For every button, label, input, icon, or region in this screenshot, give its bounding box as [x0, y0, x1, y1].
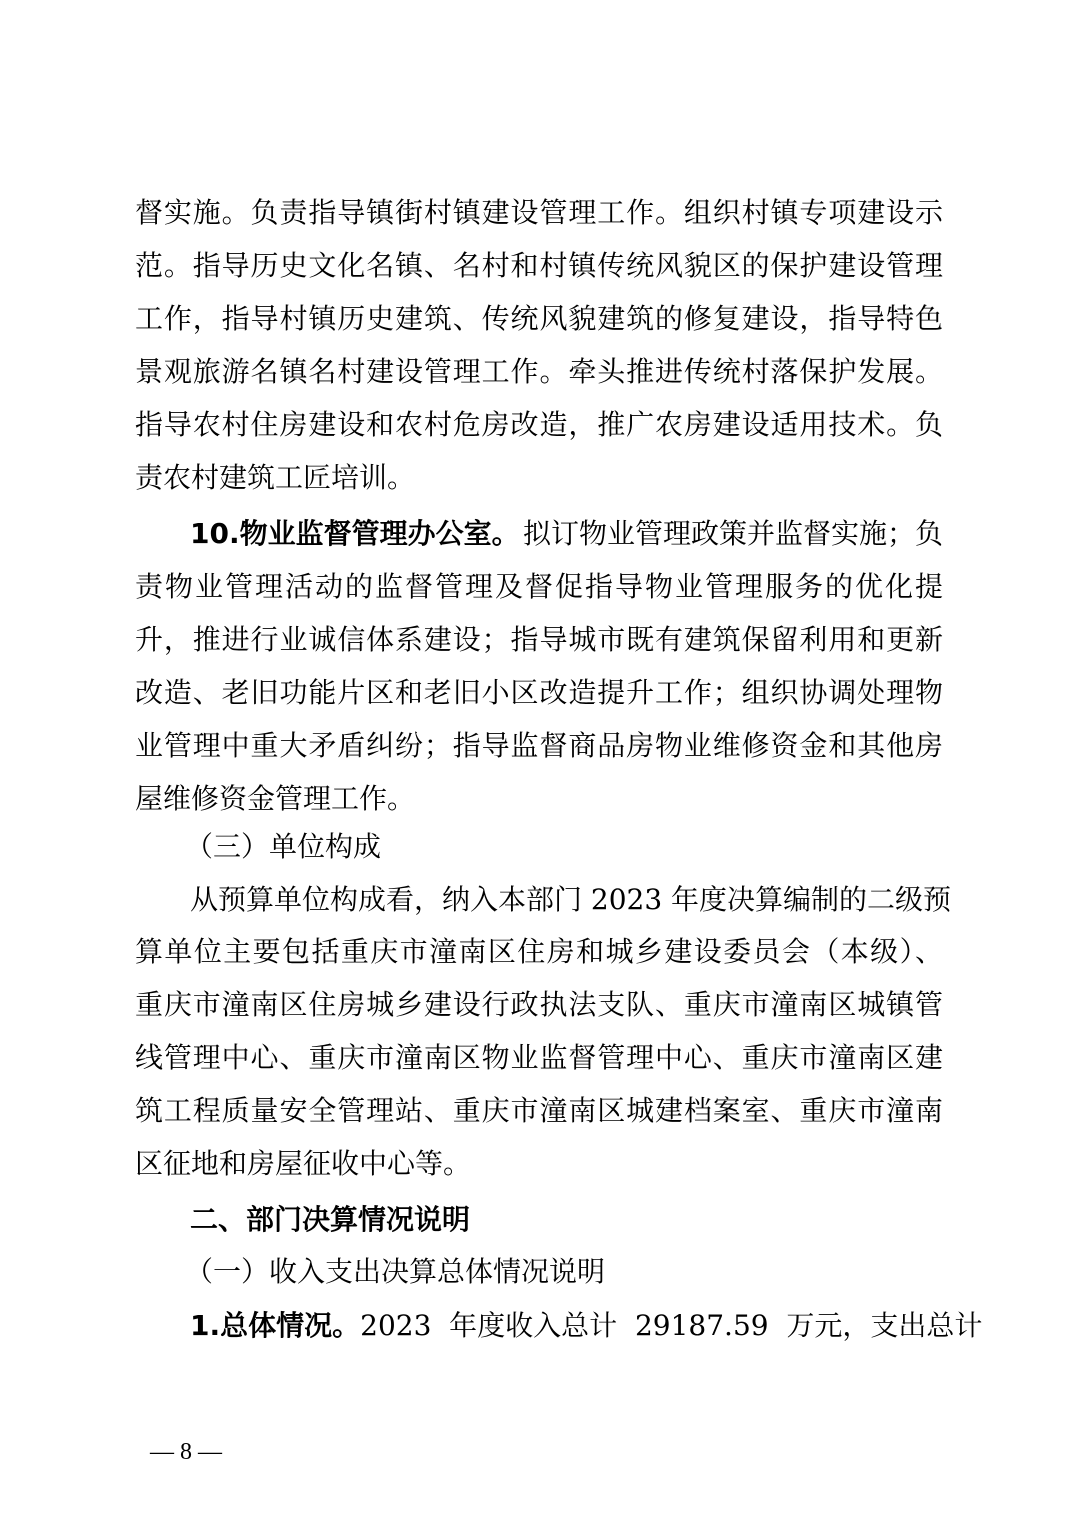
body-text-line: 线管理中心、重庆市潼南区物业监督管理中心、重庆市潼南区建 [135, 1041, 943, 1074]
body-text-line: 改造、老旧功能片区和老旧小区改造提升工作；组织协调处理物 [135, 676, 943, 709]
body-text-line: 督实施。负责指导镇街村镇建设管理工作。组织村镇专项建设示 [135, 196, 943, 229]
body-text-line: 景观旅游名镇名村建设管理工作。牵头推进传统村落保护发展。 [135, 355, 943, 388]
body-text-line: 指导农村住房建设和农村危房改造，推广农房建设适用技术。负 [135, 408, 943, 441]
section-heading: 二、部门决算情况说明 [190, 1203, 471, 1236]
body-text-line: 区征地和房屋征收中心等。 [135, 1147, 472, 1180]
body-text-line: 屋维修资金管理工作。 [135, 782, 416, 815]
body-text-line: 范。指导历史文化名镇、名村和村镇传统风貌区的保护建设管理 [135, 249, 943, 282]
body-text-line: 责物业管理活动的监督管理及督促指导物业管理服务的优化提 [135, 570, 943, 603]
paragraph-first-line [190, 1306, 983, 1346]
item-heading: 10.物业监督管理办公室。 [190, 517, 520, 550]
body-text: 拟订物业管理政策并监督实施；负 [522, 517, 943, 550]
body-text-line: 工作，指导村镇历史建筑、传统风貌建筑的修复建设，指导特色 [135, 302, 943, 335]
page-number: — 8 — [150, 1439, 222, 1465]
body-text-line: 筑工程质量安全管理站、重庆市潼南区城建档案室、重庆市潼南 [135, 1094, 943, 1127]
body-text-line: 责农村建筑工匠培训。 [135, 461, 416, 494]
section-heading: （三）单位构成 [185, 830, 382, 863]
subsection-heading: （一）收入支出决算总体情况说明 [185, 1255, 606, 1288]
body-text-line: 从预算单位构成看，纳入本部门 2023 年度决算编制的二级预 [190, 883, 952, 916]
item-heading: 1.总体情况。 [190, 1309, 361, 1342]
body-text-line: 算单位主要包括重庆市潼南区住房和城乡建设委员会（本级）、 [135, 935, 943, 968]
body-text-line: 重庆市潼南区住房城乡建设行政执法支队、重庆市潼南区城镇管 [135, 988, 943, 1021]
paragraph-first-line [190, 514, 943, 554]
body-text: 2023 年度收入总计 29187.59 万元，支出总计 [360, 1309, 983, 1342]
body-text-line: 升，推进行业诚信体系建设；指导城市既有建筑保留利用和更新 [135, 623, 943, 656]
body-text-line: 业管理中重大矛盾纠纷；指导监督商品房物业维修资金和其他房 [135, 729, 943, 762]
